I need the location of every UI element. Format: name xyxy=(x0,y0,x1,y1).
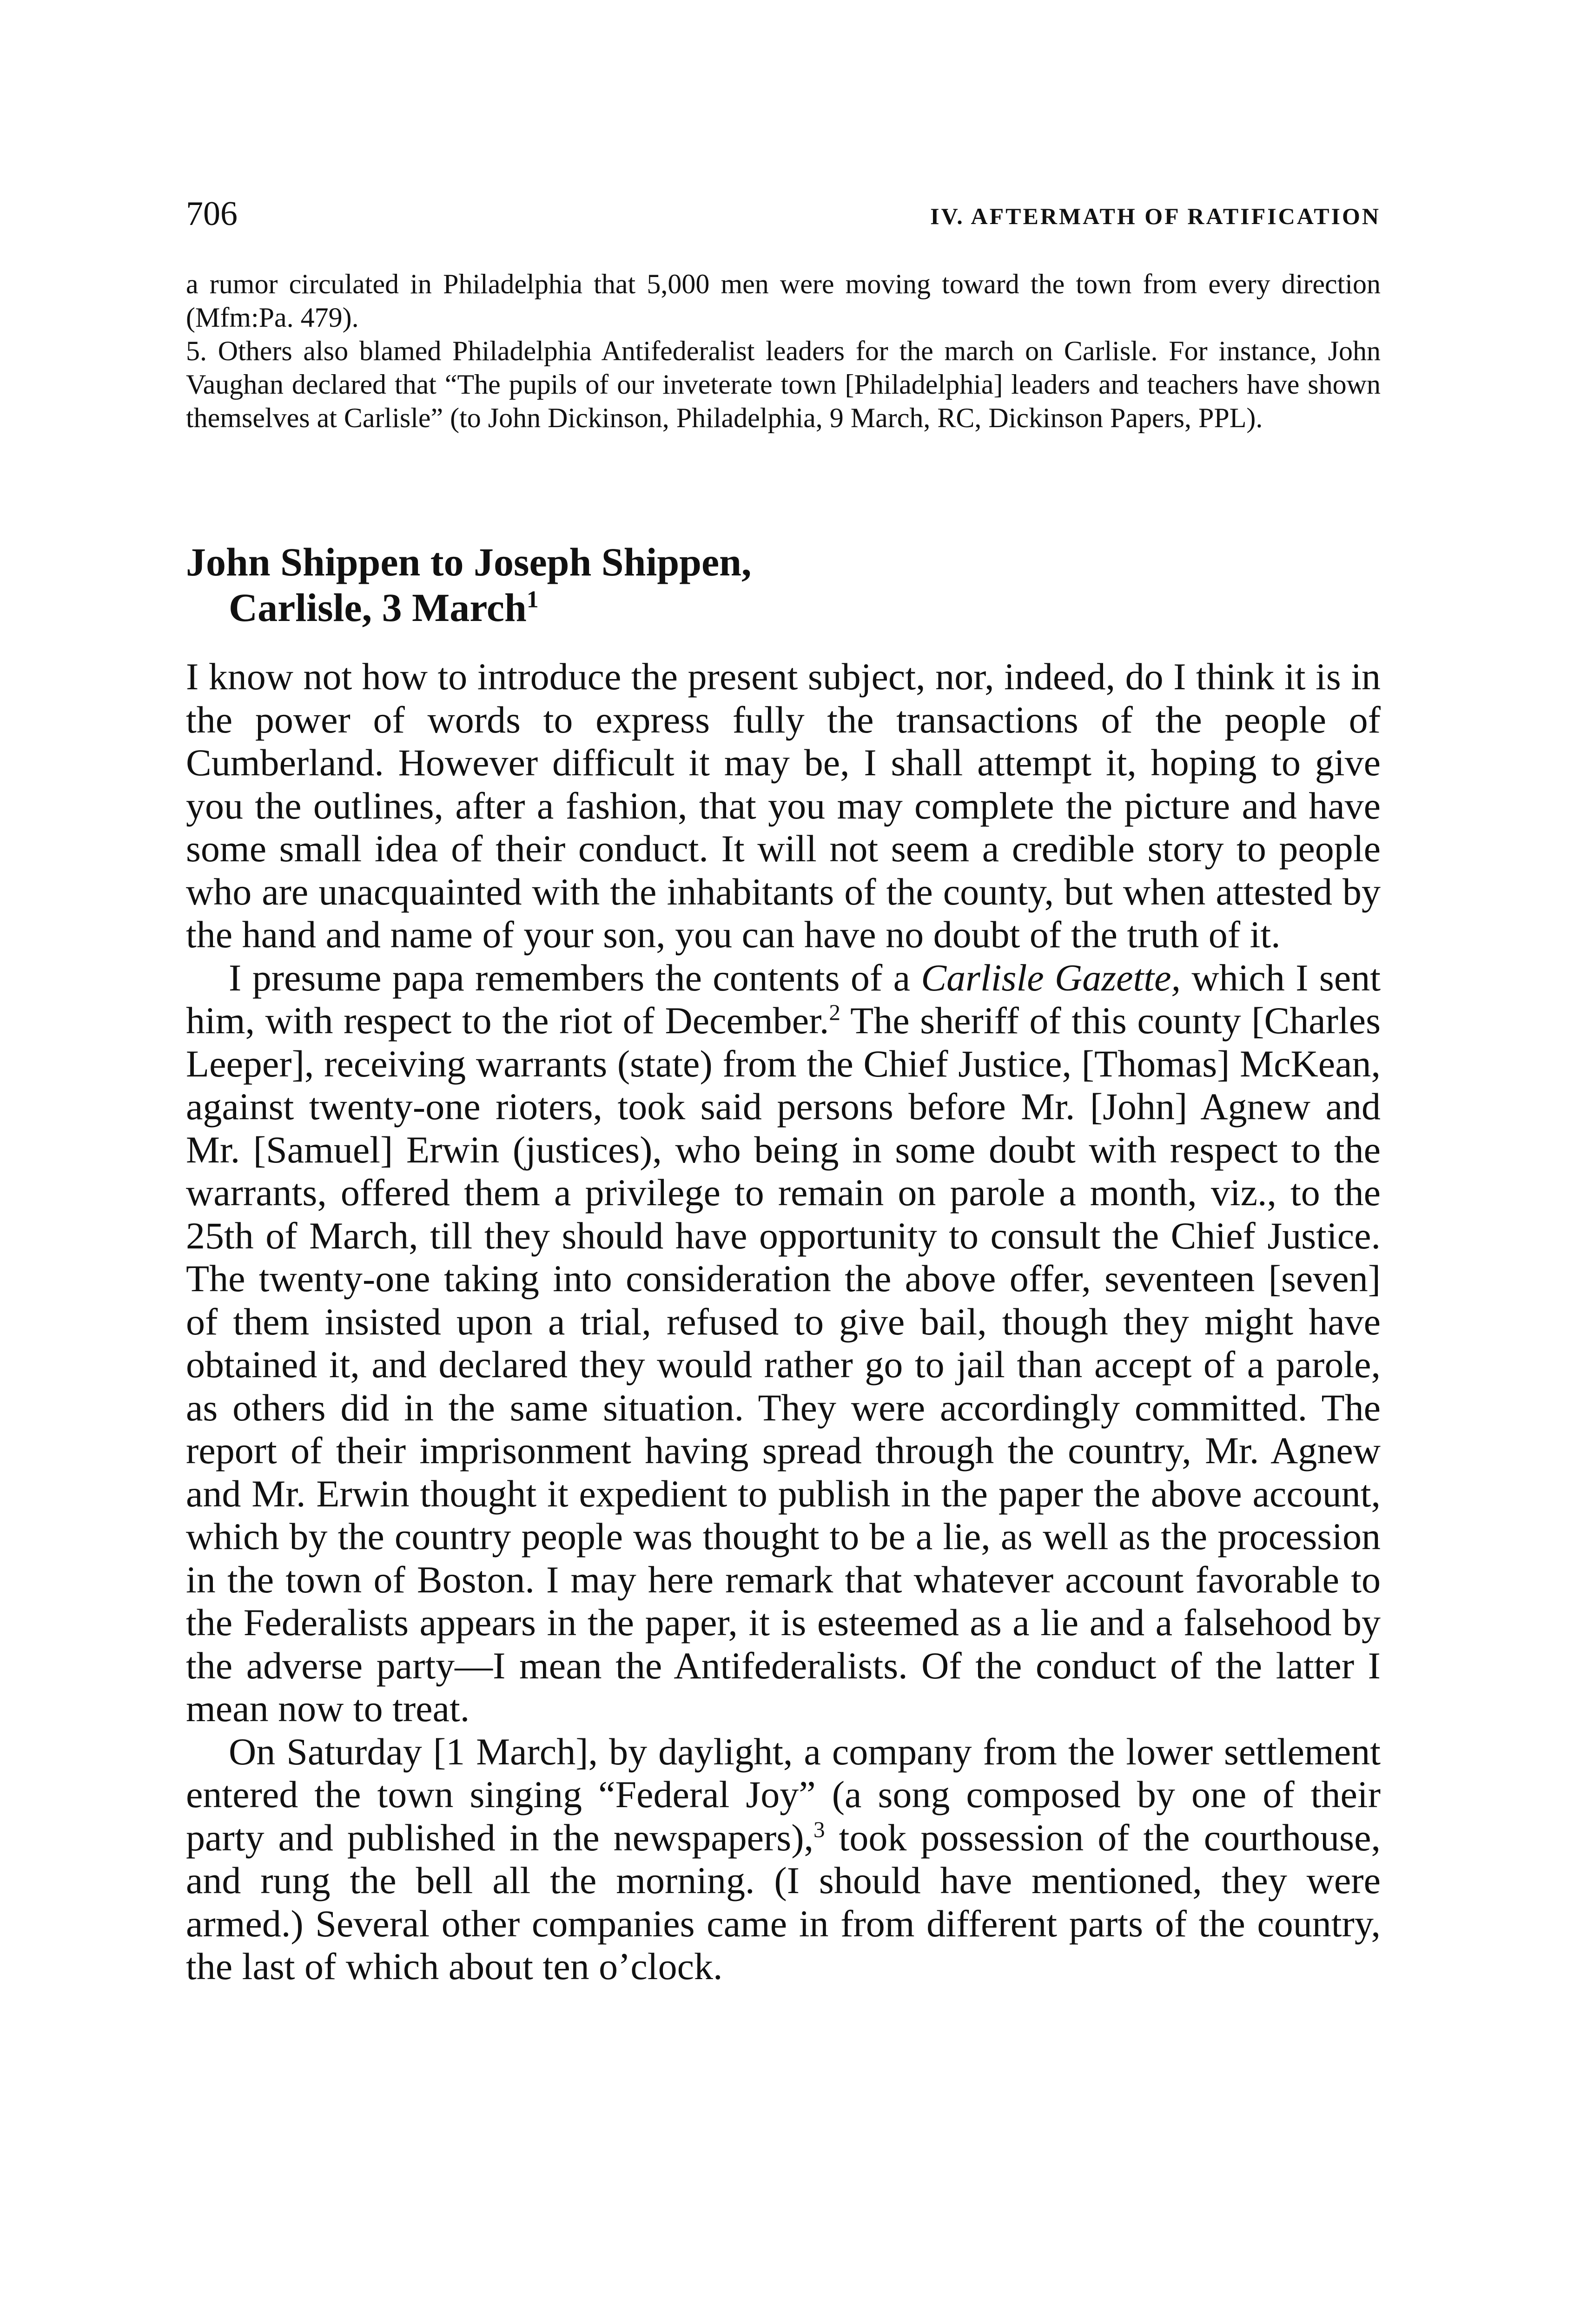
paragraph-3-part-b: took possession of the courthouse, and rung the bell all the morning. (I should have mentioned, they were armed.) Several other companies came in from different parts of the country, the last of which about ten o’clock. xyxy=(186,1816,1381,1987)
paragraph-2-part-c: The sheriff of this county [Charles Leeper], receiving warrants (state) from the Chief Justice, [Thomas] McKean, against twenty-one rioters, took said persons before Mr. [John] Agnew and Mr. [Samuel] Erwin (justices), who being in some doubt with respect to the warrants, offered them a privilege to remain on parole a month, viz., to the 25th of March, till they should have opportunity to consult the Chief Justice. The twenty-one taking into consideration the above offer, seventeen [seven] of them insisted upon a trial, refused to give bail, though they might have obtained it, and declared they would rather go to jail than accept of a parole, as others did in the same situation. They were accordingly committed. The report of their imprisonment having spread through the country, Mr. Agnew and Mr. Erwin thought it expedient to publish in the paper the above account, which by the country people was thought to be a lie, as well as the procession in the town of Boston. I may here remark that whatever account favorable to the Federalists appears in the paper, it is esteemed as a lie and a falsehood by the adverse party—I mean the Antifederalists. Of the conduct of the latter I mean now to treat. xyxy=(186,999,1381,1730)
newspaper-title: Carlisle Gazette, xyxy=(921,956,1181,999)
paragraph-3 xyxy=(186,1730,1381,1988)
letter-heading xyxy=(186,539,1381,630)
paragraph-2 xyxy=(186,957,1381,1730)
footnote-ref-3: 3 xyxy=(813,1816,825,1842)
paragraph-2-part-a: I presume papa remembers the contents of a xyxy=(229,956,921,999)
letter-heading-line1: John Shippen to Joseph Shippen, xyxy=(186,540,752,584)
footnote-continued: a rumor circulated in Philadelphia that 5,000 men were moving toward the town from every direction (Mfm:Pa. 479). xyxy=(186,269,1381,333)
letter-heading-line2-wrap xyxy=(186,585,1381,630)
letter-heading-line2: Carlisle, 3 March xyxy=(229,585,527,630)
footnote-ref-2: 2 xyxy=(829,999,840,1025)
paragraph-1: I know not how to introduce the present subject, nor, indeed, do I think it is in the power of words to express fully the transactions of the people of Cumberland. However difficult it may be, I shall attempt it, hoping to give you the outlines, after a fashion, that you may complete the picture and have some small idea of their conduct. It will not seem a credible story to people who are unacquainted with the inhabitants of the county, but when attested by the hand and name of your son, you can have no doubt of the truth of it. xyxy=(186,655,1381,956)
paragraph-3-part-a: On Saturday [1 March], by daylight, a company from the lower settlement entered the town singing “Federal Joy” (a song composed by one of their party and published in the newspapers), xyxy=(186,1730,1381,1859)
footnote-5: 5. Others also blamed Philadelphia Antifederalist leaders for the march on Carlisle. For instance, John Vaughan declared that “The pupils of our inveterate town [Philadelphia] leaders and teachers have shown themselves at Carlisle” (to John Dickinson, Philadelphia, 9 March, RC, Dickinson Papers, PPL). xyxy=(186,336,1381,433)
footnotes xyxy=(186,267,1381,435)
section-title: IV. AFTERMATH OF RATIFICATION xyxy=(930,203,1381,229)
footnote-ref-1: 1 xyxy=(526,586,539,613)
paragraph-2-part-b: which I sent him, with respect to the riot of December. xyxy=(186,956,1381,1042)
page-number: 706 xyxy=(186,195,238,233)
letter-body xyxy=(186,655,1381,1988)
running-head xyxy=(186,193,1381,235)
